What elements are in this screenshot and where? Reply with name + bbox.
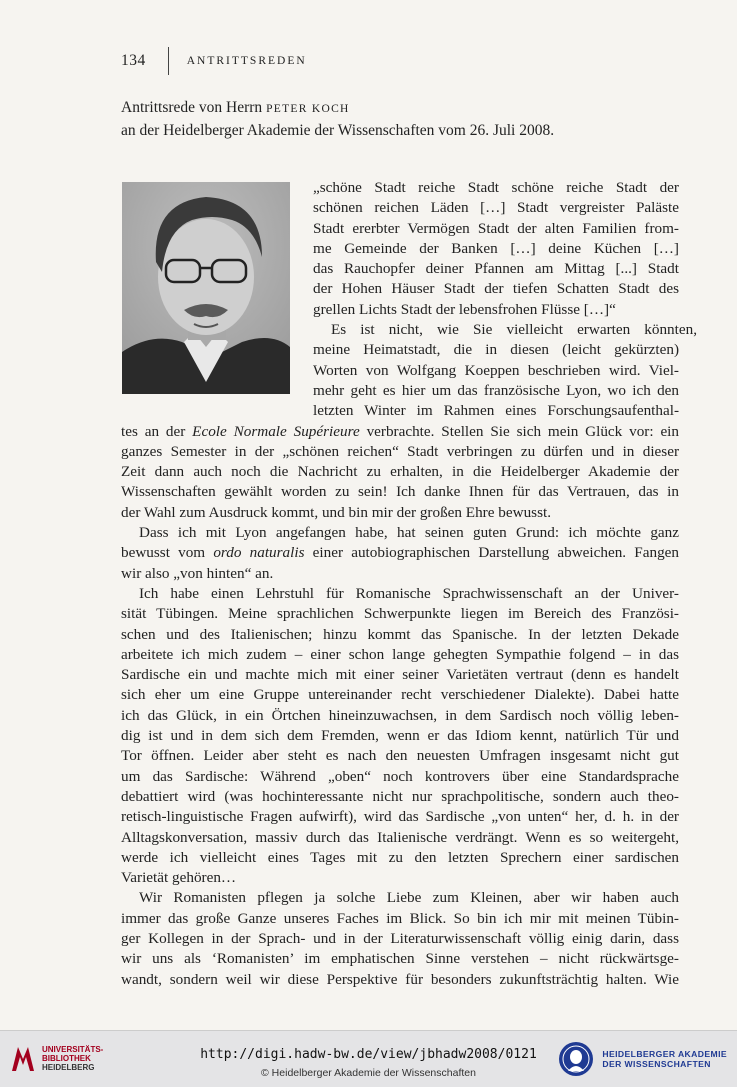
text-fragment: bewusst vom [121, 544, 206, 562]
text-line: der Hohen Häuser Stadt der tiefen Schatten Stadt des [313, 280, 679, 298]
hadw-wordmark [602, 1049, 727, 1069]
hadw-line: HEIDELBERGER AKADEMIE [602, 1049, 727, 1059]
text-line: Varietät gehören… [121, 869, 237, 887]
text-line: Ich habe einen Lehrstuhl für Romanische Sprachwissenschaft an der Univer- [139, 584, 679, 602]
text-line: ger Kollegen in der Sprach- und in der Literaturwissenschaft völlig einig darin, dass [121, 929, 679, 947]
page-header [121, 50, 307, 72]
text-line: dig ist und in dem sich dem Fremden, wenn er das Idiom kennt, natürlich Tür und [121, 727, 679, 745]
text-line: Tor öffnen. Leider aber steht es nach den neuesten Umfragen insgesamt nicht gut [121, 747, 679, 765]
text-line: wir uns als ‘Romanisten’ im emphatischen Sinne verstehen – nicht rückwärtsge- [121, 950, 679, 968]
text-line: das Rauchopfer deiner Pfannen am Mittag [...] Stadt [313, 260, 679, 278]
copyright-notice: © Heidelberger Akademie der Wissenschaften [261, 1067, 476, 1079]
permalink-url[interactable]: http://digi.hadw-bw.de/view/jbhadw2008/0121 [200, 1047, 537, 1062]
text-line: Zeit dann auch noch die Nachricht zu erhalten, in die Heidelberger Akademie der [121, 463, 679, 481]
text-fragment: tes an der [121, 422, 186, 440]
text-line: schönen reichen Läden […] Stadt vergreister Paläste [313, 199, 679, 217]
text-line: der Wahl zum Ausdruck kommt, und bin mir der großen Ehre bewusst. [121, 503, 551, 521]
text-line: Es ist nicht, wie Sie vielleicht erwarten könnten, [331, 321, 697, 339]
text-line: Dass ich mit Lyon angefangen habe, hat seinen guten Grund: ich möchte ganz [139, 524, 679, 542]
text-line: schen und des Italienischen; hinzu kommt das Spanische. In der letzten Dekade [121, 625, 679, 643]
italic-term: Ecole Normale Supérieure [192, 422, 360, 440]
intro-occasion: an der Heidelberger Akademie der Wissenschaften vom 26. Juli 2008. [121, 122, 555, 139]
text-line: Worten von Wolfgang Koeppen beschrieben wird. Viel- [313, 361, 679, 379]
hadw-line: DER WISSENSCHAFTEN [602, 1059, 711, 1069]
page-number: 134 [121, 52, 146, 69]
text-line: meine Heimatstadt, die in diesen (leicht gekürzten) [313, 341, 679, 359]
text-fragment: verbrachte. Stellen Sie sich mein Glück vor: ein [366, 422, 679, 440]
text-line: mehr geht es hier um das französische Lyon, wo ich den [313, 381, 679, 399]
text-line: um das Sardische: Während „oben“ noch kontrovers über eine Standardsprache [121, 767, 679, 785]
text-line: wir also „von hinten“ an. [121, 564, 274, 582]
ub-line: UNIVERSITÄTS- [42, 1044, 104, 1054]
text-line: immer das große Ganze unseres Faches im Blick. So bin ich mir mit meinen Tübin- [121, 909, 679, 927]
viewer-footer [0, 1030, 737, 1087]
text-line: werde ich vielleicht eines Tages mit zu den letzten Sprechern einer sardischen [121, 848, 679, 866]
text-line: „schöne Stadt reiche Stadt schöne reiche Stadt der [313, 179, 679, 196]
text-line: arbeitete ich mich zudem – einer schon lange gehegten Sympathie folgend – in das [121, 645, 679, 663]
text-line: sität Tübingen. Meine sprachlichen Schwerpunkte liegen im Bereich des Französi- [121, 605, 679, 623]
ub-line: BIBLIOTHEK [42, 1053, 91, 1063]
text-line: Stadt ererbter Vermögen Stadt der alten Familien from- [313, 219, 679, 237]
text-line [121, 543, 679, 563]
text-line: Sardische ein und machte mich mit einer seiner Varietäten vertraut (denn es handelt [121, 666, 679, 684]
speech-body [121, 178, 697, 990]
text-line: sich eher um eine Gruppe untereinander recht verschiedener Dialekte). Dabei hatte [121, 686, 679, 704]
text-line: Alltagskonversation, massiv durch das Italienische verdrängt. Wenn es so weitergeht, [121, 828, 679, 846]
text-line: ganzes Semester in der „schönen reichen“ Stadt verbringen zu dürfen und in dieser [121, 442, 679, 460]
text-line: Wissenschaften gewählt worden zu sein! Ich danke Ihnen für das Vertrauen, das in [121, 483, 679, 501]
text-line: debattiert wird (was hochinteressante nicht nur sprachpolitische, sondern auch theo- [121, 787, 679, 805]
hadw-logo[interactable] [558, 1041, 727, 1077]
text-line: retisch-linguistische Fragen aufwirft), wird das Sardische „von unten“ her, d. h. in der [121, 808, 679, 826]
text-line: ich das Glück, in ein Örtchen hineinzuwachsen, in dem Sardisch noch völlig leben- [121, 706, 679, 724]
header-divider [168, 47, 169, 75]
text-line: grellen Lichts Stadt der lebensfrohen Flüsse […]“ [313, 300, 616, 318]
text-line: Wir Romanisten pflegen ja solche Liebe zum Kleinen, aber wir haben auch [139, 889, 679, 907]
text-line: wandt, sondern weil wir diese Perspektive für besonders zukunftsträchtig halten. Wie [121, 970, 679, 988]
speaker-name: PETER KOCH [266, 103, 350, 115]
intro-prefix: Antrittsrede von Herrn [121, 99, 263, 116]
running-title: ANTRITTSREDEN [186, 55, 307, 67]
text-line [121, 422, 679, 442]
text-line: me Gemeinde der Banken […] deine Küchen […] [313, 239, 679, 257]
italic-term: ordo naturalis [213, 544, 305, 562]
text-line: letzten Winter im Rahmen eines Forschungsaufenthal- [313, 402, 679, 420]
speech-heading [121, 97, 681, 141]
text-fragment: einer autobiographischen Darstellung abweichen. Fangen [312, 544, 679, 562]
ub-line: HEIDELBERG [42, 1062, 95, 1072]
hadw-seal-icon [558, 1041, 594, 1077]
